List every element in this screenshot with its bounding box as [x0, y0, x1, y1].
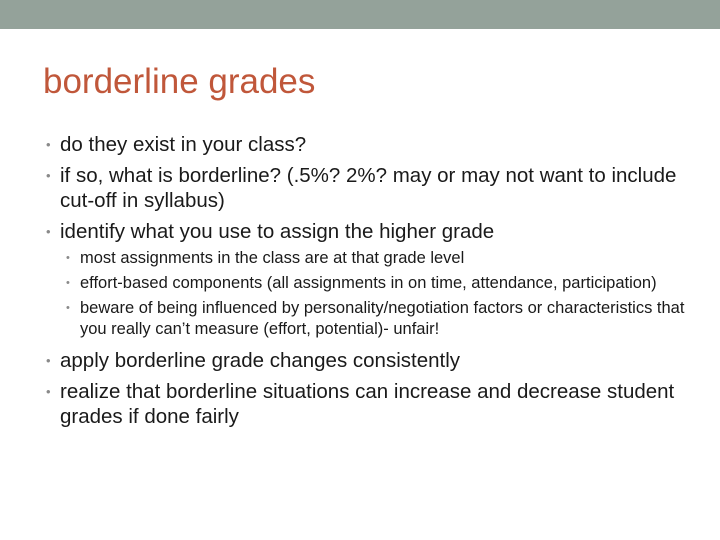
bullet-text: do they exist in your class?	[60, 133, 307, 156]
sub-bullet-list	[66, 248, 686, 340]
sub-bullet-text: effort-based components (all assignments in on time, attendance, participation)	[80, 274, 657, 292]
bullet-item	[46, 379, 686, 429]
sub-bullet-text: beware of being influenced by personality/negotiation factors or characteristics that you really can’t measure (effort, potential)- unfair!	[80, 299, 685, 338]
bullet-icon: •	[46, 137, 51, 152]
sub-bullet-item	[66, 298, 686, 340]
bullet-item	[46, 348, 686, 373]
bullet-text: apply borderline grade changes consistently	[60, 349, 461, 372]
slide-title: borderline grades	[43, 62, 316, 101]
bullet-icon: •	[46, 353, 51, 368]
sub-bullet-text: most assignments in the class are at that grade level	[80, 249, 465, 267]
bullet-icon: •	[46, 224, 51, 239]
bullet-item	[46, 132, 686, 157]
bullet-text: if so, what is borderline? (.5%? 2%? may or may not want to include cut-off in syllabus)	[60, 164, 677, 212]
bullet-icon: •	[66, 277, 70, 289]
sub-bullet-item	[66, 248, 686, 269]
bullet-text: identify what you use to assign the higher grade	[60, 220, 495, 243]
bullet-item	[46, 219, 686, 244]
bullet-item	[46, 163, 686, 213]
bullet-icon: •	[66, 252, 70, 264]
sub-bullet-item	[66, 273, 686, 294]
bullet-icon: •	[46, 384, 51, 399]
slide-body	[46, 132, 686, 435]
bullet-icon: •	[46, 168, 51, 183]
bullet-icon: •	[66, 302, 70, 314]
bullet-text: realize that borderline situations can increase and decrease student grades if done fairly	[60, 380, 675, 428]
slide-header-bar	[0, 0, 720, 29]
